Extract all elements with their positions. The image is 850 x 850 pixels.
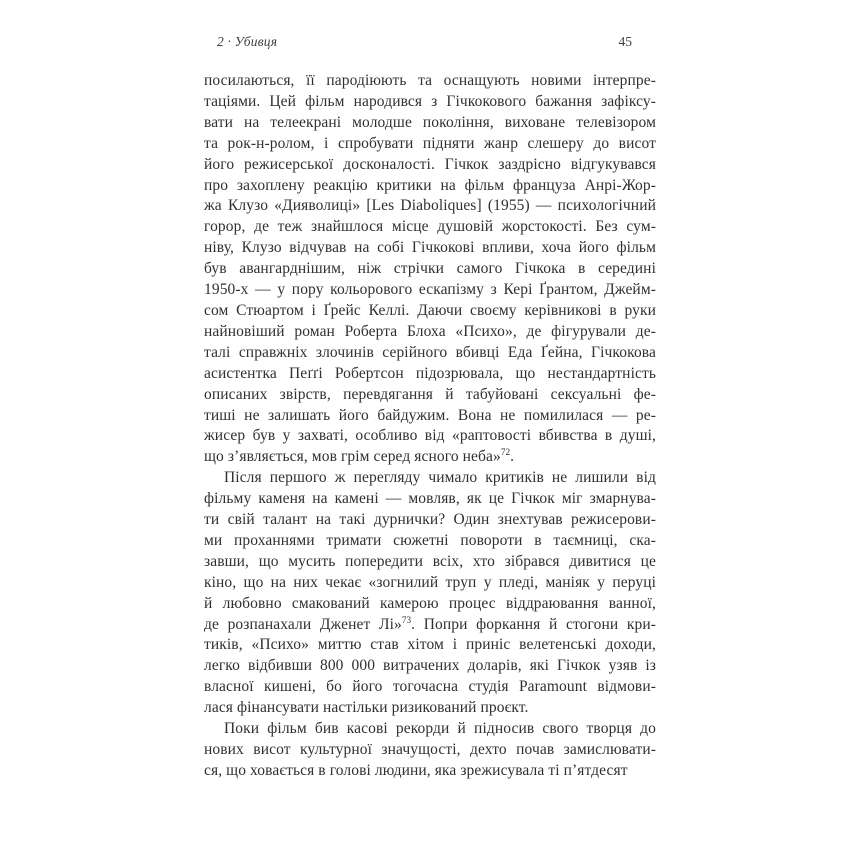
- text-line: фільму каменя на камені — мовляв, як це Гічкок міг змарнува-: [204, 490, 656, 508]
- page-header: [204, 34, 656, 50]
- footnote-ref: 73: [401, 615, 412, 626]
- paragraph: [204, 468, 656, 719]
- text-line: кіно, що на них чекає «зогнилий труп у пледі, маніяк у перуці: [204, 573, 656, 591]
- text-line-segment: що з’являється, мов грім серед ясного неба»: [204, 448, 501, 466]
- text-line: таціями. Цей фільм народився з Гічкокового бажання зафіксу-: [204, 92, 656, 110]
- chapter-running-title: 2 · Убивця: [217, 34, 278, 49]
- text-line: ніву, Клузо відчував на собі Гічкокові впливи, хоча його фільм: [204, 239, 656, 257]
- text-line-segment: . Попри форкання й стогони кри-: [411, 615, 656, 633]
- text-line: талі справжніх злочинів серійного вбивці Еда Ґейна, Гічкокова: [204, 343, 656, 361]
- text-line-segment: .: [510, 448, 515, 466]
- text-line: горор, де теж знайшлося місце душовій жорстокості. Без сум-: [204, 218, 656, 236]
- text-line: нових висот культурної значущості, дехто почав замислювати-: [204, 741, 656, 758]
- text-line: та рок-н-ролом, і спробувати підняти жанр слешеру до висот: [204, 134, 656, 152]
- paragraph: [204, 71, 656, 468]
- text-line: Після першого ж перегляду чимало критиків не лишили від: [224, 469, 656, 487]
- footnote-ref: 72: [500, 448, 511, 459]
- text-line: ми проханнями тримати сюжетні повороти в таємниці, ска-: [204, 531, 656, 549]
- text-line: найновіший роман Роберта Блоха «Психо», де фігурували де-: [204, 322, 656, 340]
- text-line: сом Стюартом і Ґрейс Келлі. Даючи своєму керівникові в руки: [204, 301, 656, 319]
- text-line: про захоплену реакцію критики на фільм француза Анрі-Жор-: [204, 176, 656, 194]
- text-line: тиші не залишать його байдужим. Вона не помилилася — ре-: [204, 406, 656, 424]
- text-line: тиків, «Психо» миттю став хітом і приніс велетенські доходи,: [204, 636, 656, 654]
- page-number: 45: [618, 34, 632, 49]
- text-line: лася фінансувати настільки ризикований проєкт.: [204, 699, 529, 717]
- text-line: Поки фільм бив касові рекорди й підносив свого творця до: [224, 720, 656, 738]
- text-line-segment: де розпанахали Дженет Лі»: [204, 615, 402, 633]
- text-line: й любовно смакований камерою процес віддраювання ванної,: [204, 594, 656, 612]
- text-line: його режисерської досконалості. Гічкок заздрісно відгукувався: [204, 155, 656, 173]
- text-line: описаних звірств, перевдягання й табуйовані сексуальні фе-: [204, 385, 656, 403]
- text-line: ти свій талант на такі дурнички? Один знехтував режисерови-: [204, 511, 656, 529]
- text-line: [204, 615, 656, 636]
- text-line: жисер був у захваті, особливо від «раптовості вбивства в душі,: [204, 427, 656, 445]
- text-line: був авангарднішим, ніж стрічки самого Гічкока в середині: [204, 260, 656, 278]
- text-line: [204, 447, 656, 468]
- text-line: посилаються, її пародіюють та оснащують новими інтерпре-: [204, 72, 656, 89]
- paragraph: [204, 719, 656, 782]
- text-line: завши, що мусить попередити всіх, хто зібрався дивитися це: [204, 552, 656, 570]
- text-line: легко відбивши 800 000 витрачених доларів, які Гічкок узяв із: [204, 657, 656, 675]
- text-line: власної кишені, бо його тогочасна студія Paramount відмови-: [204, 678, 656, 696]
- text-line: вати на телеекрані молодше покоління, виховане телевізором: [204, 113, 656, 131]
- text-line: асистентка Пеґґі Робертсон підозрювала, що нестандартність: [204, 364, 656, 382]
- text-line: ся, що ховається в голові людини, яка зрежисувала ті п’ятдесят: [204, 761, 628, 779]
- text-line: жа Клузо «Дияволиці» [Les Diaboliques] (1955) — психологічний: [204, 197, 656, 215]
- text-line: 1950-х — у пору кольорового ескапізму з Кері Ґрантом, Джейм-: [204, 281, 656, 299]
- body-text: [204, 71, 656, 782]
